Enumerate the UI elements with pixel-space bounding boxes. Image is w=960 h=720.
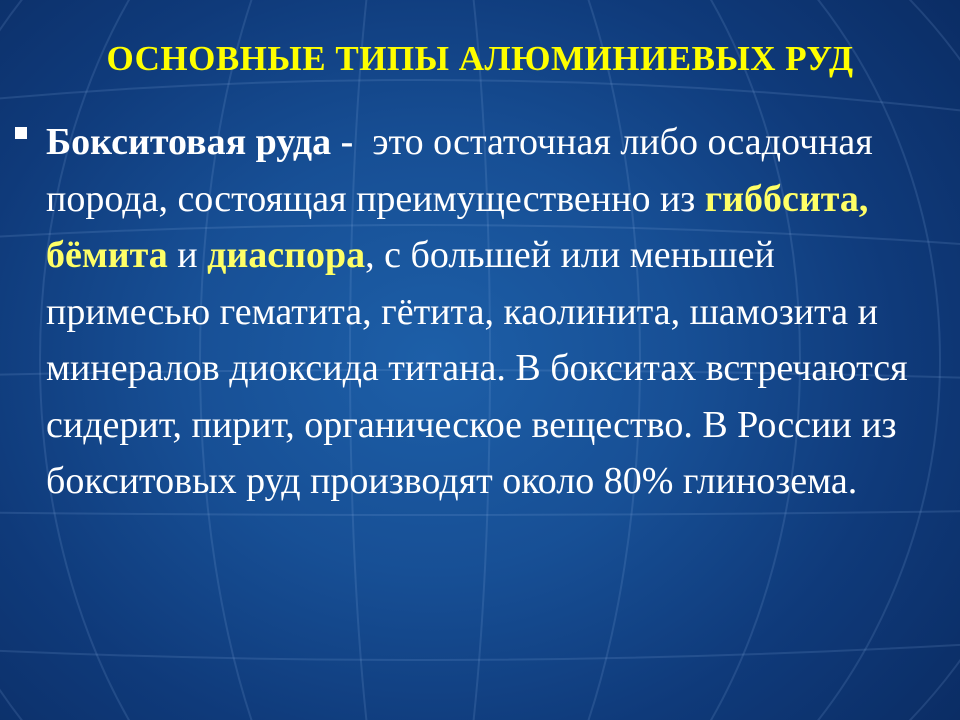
paragraph-text-part-1: это остаточная либо осадочная порода, состоящая преимущественно из (46, 121, 873, 220)
term-bauxite-ore: Бокситовая руда - (46, 121, 354, 163)
paragraph-text-part-3: , с большей или меньшей примесью гематита, гётита, каолинита, шамозита и минералов диоксида титана. В бокситах встречаются сидерит, пирит, органическое вещество. В России из бокситовых руд производят около 80% глинозема. (46, 234, 908, 502)
square-bullet-icon (15, 127, 27, 139)
paragraph-text-part-2: и (177, 234, 198, 276)
highlight-diaspore: диаспора (207, 234, 366, 276)
bullet-paragraph (46, 114, 946, 510)
slide-title: ОСНОВНЫЕ ТИПЫ АЛЮМИНИЕВЫХ РУД (106, 39, 854, 78)
highlight-gibbsite-boehmite: гиббсита, бёмита (46, 177, 869, 276)
